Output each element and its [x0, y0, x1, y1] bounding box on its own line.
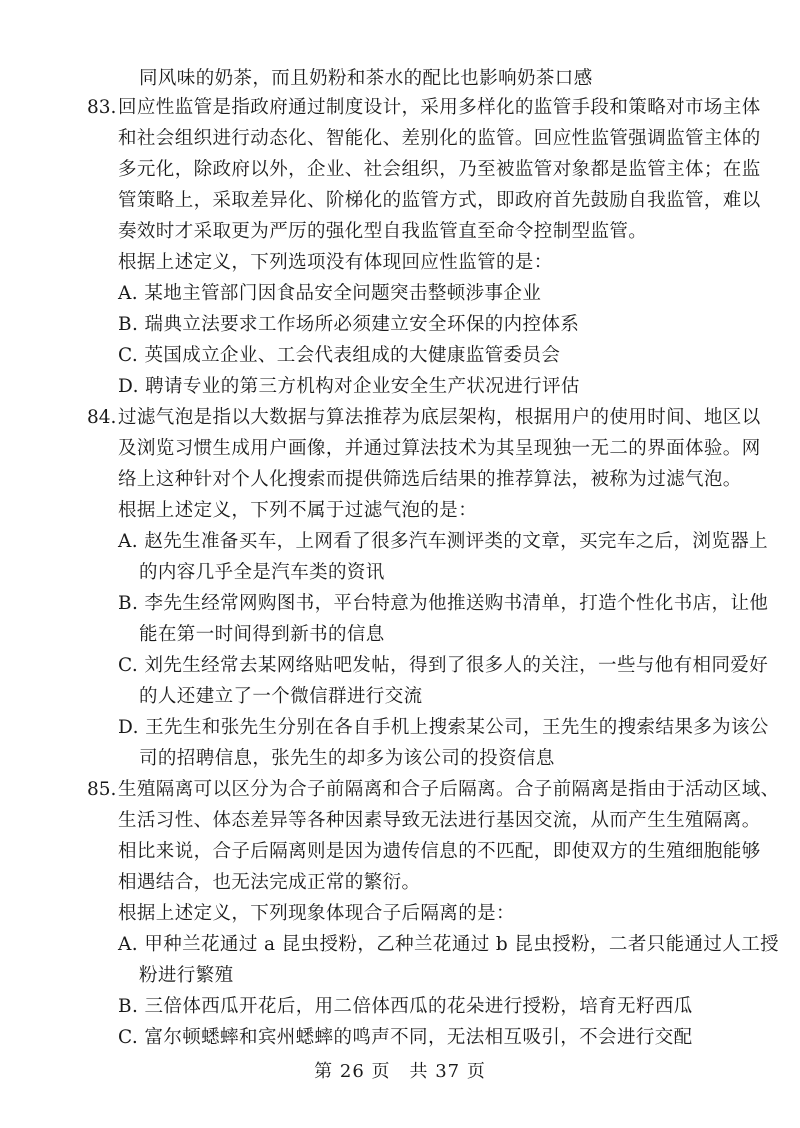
option-b: B. 瑞典立法要求工作场所必须建立安全环保的内控体系 — [118, 314, 580, 335]
option-d: D. 王先生和张先生分别在各自手机上搜索某公司，王先生的搜索结果多为该公 — [118, 717, 769, 738]
stem-line: 生殖隔离可以区分为合子前隔离和合子后隔离。合子前隔离是指由于活动区域、 — [118, 779, 780, 800]
stem-line: 和社会组织进行动态化、智能化、差别化的监管。回应性监管强调监管主体的 — [118, 128, 761, 149]
intro-continuation: 同风味的奶茶，而且奶粉和茶水的配比也影响奶茶口感 — [139, 68, 593, 89]
question-prompt: 根据上述定义，下列选项没有体现回应性监管的是： — [118, 252, 553, 273]
page-footer: 第 26 页 共 37 页 — [314, 1061, 486, 1082]
stem-line: 多元化，除政府以外，企业、社会组织，乃至被监管对象都是监管主体；在监 — [118, 159, 761, 180]
question-number: 84. — [87, 407, 117, 428]
stem-line: 过滤气泡是指以大数据与算法推荐为底层架构，根据用户的使用时间、地区以 — [118, 407, 761, 428]
option-a-cont: 的内容几乎全是汽车类的资讯 — [139, 562, 385, 583]
option-b: B. 李先生经常网购图书，平台特意为他推送购书清单，打造个性化书店，让他 — [118, 593, 769, 614]
stem-line: 相比来说，合子后隔离则是因为遗传信息的不匹配，即使双方的生殖细胞能够 — [118, 841, 761, 862]
stem-line: 相遇结合，也无法完成正常的繁衍。 — [118, 872, 421, 893]
option-a-cont: 粉进行繁殖 — [139, 965, 234, 986]
option-c: C. 英国成立企业、工会代表组成的大健康监管委员会 — [118, 345, 561, 366]
option-d: D. 聘请专业的第三方机构对企业安全生产状况进行评估 — [118, 376, 580, 397]
stem-line: 管策略上，采取差异化、阶梯化的监管方式，即政府首先鼓励自我监管，难以 — [118, 190, 761, 211]
stem-line: 生活习性、体态差异等各种因素导致无法进行基因交流，从而产生生殖隔离。 — [118, 810, 761, 831]
option-a: A. 甲种兰花通过 a 昆虫授粉，乙种兰花通过 b 昆虫授粉，二者只能通过人工授 — [118, 934, 780, 955]
question-number: 85. — [87, 779, 117, 800]
question-number: 83. — [87, 97, 117, 118]
option-b: B. 三倍体西瓜开花后，用二倍体西瓜的花朵进行授粉，培育无籽西瓜 — [118, 996, 693, 1017]
option-a: A. 赵先生准备买车，上网看了很多汽车测评类的文章，买完车之后，浏览器上 — [118, 531, 769, 552]
stem-line: 络上这种针对个人化搜索而提供筛选后结果的推荐算法，被称为过滤气泡。 — [118, 469, 742, 490]
option-c-cont: 的人还建立了一个微信群进行交流 — [139, 686, 423, 707]
option-c: C. 富尔顿蟋蟀和宾州蟋蟀的鸣声不同，无法相互吸引，不会进行交配 — [118, 1027, 693, 1048]
stem-line: 及浏览习惯生成用户画像，并通过算法技术为其呈现独一无二的界面体验。网 — [118, 438, 761, 459]
stem-line: 奏效时才采取更为严厉的强化型自我监管直至命令控制型监管。 — [118, 221, 648, 242]
option-a: A. 某地主管部门因食品安全问题突击整顿涉事企业 — [118, 283, 542, 304]
question-prompt: 根据上述定义，下列现象体现合子后隔离的是： — [118, 903, 515, 924]
question-prompt: 根据上述定义，下列不属于过滤气泡的是： — [118, 500, 478, 521]
option-c: C. 刘先生经常去某网络贴吧发帖，得到了很多人的关注，一些与他有相同爱好 — [118, 655, 769, 676]
option-d-cont: 司的招聘信息，张先生的却多为该公司的投资信息 — [139, 748, 555, 769]
stem-line: 回应性监管是指政府通过制度设计，采用多样化的监管手段和策略对市场主体 — [118, 97, 761, 118]
option-b-cont: 能在第一时间得到新书的信息 — [139, 624, 385, 645]
